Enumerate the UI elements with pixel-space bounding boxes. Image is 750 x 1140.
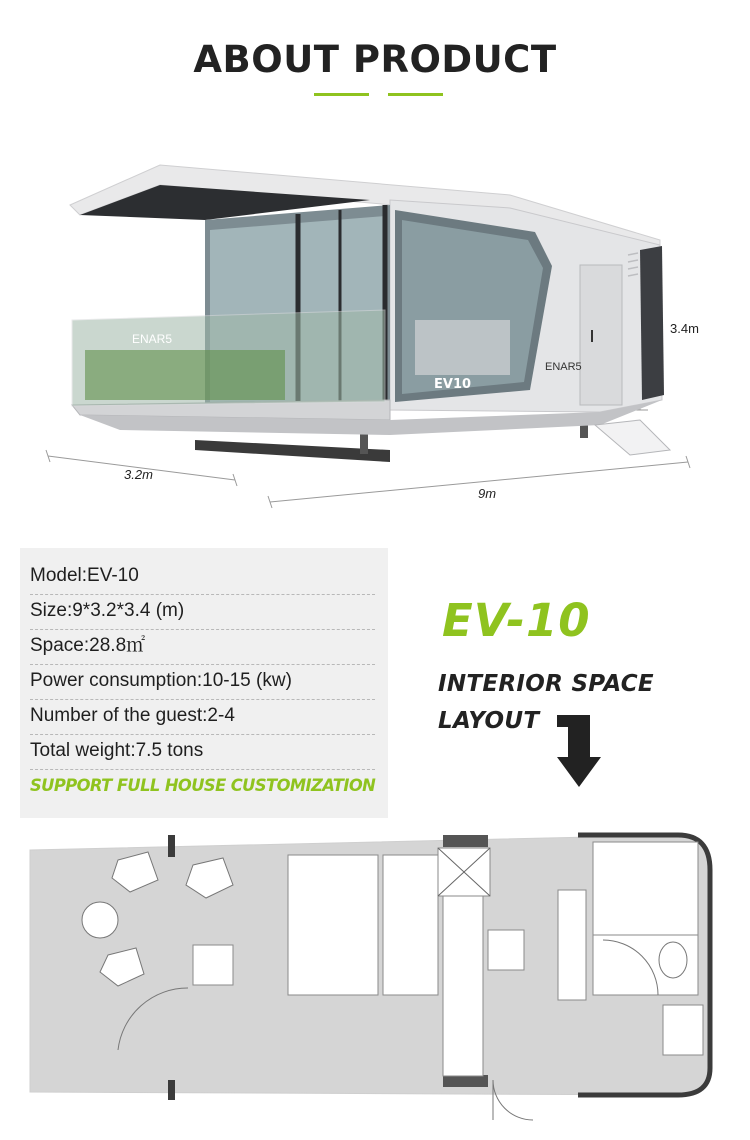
page-title: ABOUT PRODUCT [193, 38, 557, 81]
spec-panel [20, 548, 388, 818]
title-underline-left [314, 93, 369, 96]
spec-size: Size:9*3.2*3.4 (m) [30, 595, 375, 630]
customization-note: SUPPORT FULL HOUSE CUSTOMIZATION [30, 776, 376, 796]
dimension-length: 9m [478, 486, 497, 501]
model-logo-glass: EV10 [434, 377, 472, 392]
spec-weight: Total weight:7.5 tons [30, 735, 375, 770]
dimension-width: 3.2m [124, 467, 153, 482]
spec-space: Space:28.8㎡ [30, 630, 375, 665]
arrow-down-icon [555, 715, 605, 790]
brand-logo-rail: ENAR5 [132, 332, 173, 346]
title-underline-right [388, 93, 443, 96]
spec-power: Power consumption:10-15 (kw) [30, 665, 375, 700]
house-body [70, 165, 670, 455]
layout-heading-line1: INTERIOR SPACE [438, 671, 654, 697]
brand-logo-body: ENAR5 [545, 361, 582, 373]
layout-heading-line2: LAYOUT [438, 708, 540, 734]
floor-plan [18, 830, 734, 1135]
dimension-height: 3.4m [670, 321, 699, 336]
model-name: EV-10 [442, 594, 591, 647]
spec-guests: Number of the guest:2-4 [30, 700, 375, 735]
product-image [40, 150, 730, 530]
spec-model: Model:EV-10 [30, 560, 375, 595]
